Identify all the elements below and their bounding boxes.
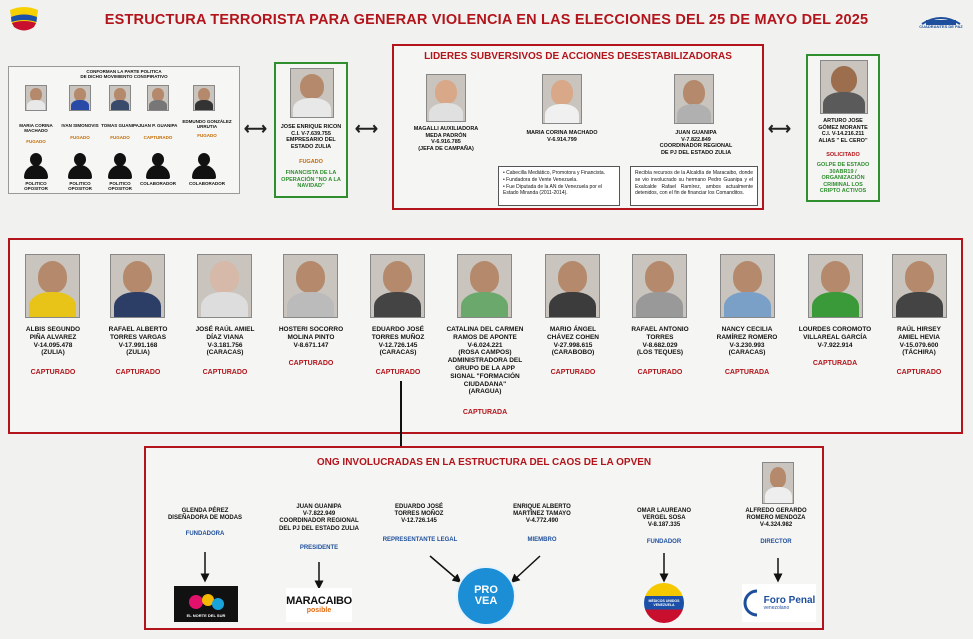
captured-name: ALBIS SEGUNDO PIÑA ALVAREZ V-14.095.478 (ZULIA) bbox=[25, 326, 81, 357]
captured-status: CAPTURADO bbox=[202, 369, 248, 376]
person-role: POLITICO OPOSITOR bbox=[68, 181, 92, 192]
captured-name: HOSTERI SOCORRO MOLINA PINTO V-8.671.147 bbox=[278, 326, 344, 349]
foro-penal-label: Foro Penal bbox=[763, 594, 816, 606]
ong-person-role: DIRECTOR bbox=[760, 539, 792, 545]
captured-status: CAPTURADO bbox=[550, 369, 596, 376]
financier-status: FUGADO bbox=[299, 159, 323, 165]
ong-person-role: FUNDADOR bbox=[646, 539, 682, 545]
leader-name: JUAN GUANIPA V-7.822.849 COORDINADOR REGIONAL DE PJ DEL ESTADO ZULIA bbox=[659, 130, 733, 156]
person-status: FUGADO bbox=[110, 135, 130, 140]
captured-status: CAPTURADO bbox=[637, 369, 683, 376]
medicos-unidos-logo bbox=[644, 583, 684, 623]
leader-name: MARIA CORINA MACHADO V-6.914.799 bbox=[526, 130, 598, 143]
captured-name: CATALINA DEL CARMEN RAMOS DE APONTE V-6.024.221 (ROSA CAMPOS) ADMINISTRADORA DEL GRUPO DE LA APP SIGNAL "FORMACIÓN CIUDADANA" (ARAGUA) bbox=[446, 326, 524, 396]
captured-status: CAPTURADO bbox=[30, 369, 76, 376]
captured-status: CAPTURADO bbox=[115, 369, 161, 376]
maracaibo-posible-logo bbox=[286, 588, 352, 622]
foro-penal-logo bbox=[742, 584, 816, 622]
ong-person-name: ALFREDO GERARDO ROMERO MENDOZA V-4.324.982 bbox=[745, 508, 807, 529]
person-status: FUGADO bbox=[197, 133, 217, 138]
captured-status: CAPTURADO bbox=[375, 369, 421, 376]
captured-status: CAPTURADA bbox=[462, 409, 508, 416]
captured-name: NANCY CECILIA RAMÍREZ ROMERO V-3.230.993 (CARACAS) bbox=[716, 326, 778, 357]
bullet-item: • Cabecilla Mediático, Promotora y Financista. bbox=[503, 170, 606, 176]
medicos-label: MÉDICOS UNIDOS VENEZUELA bbox=[648, 599, 680, 607]
captured-status: CAPTURADO bbox=[288, 360, 334, 367]
ong-person-name: JUAN GUANIPA V-7.822.949 COORDINADOR REGIONAL DEL PJ DEL ESTADO ZULIA bbox=[278, 504, 359, 532]
maracaibo-sub-label: posible bbox=[306, 607, 332, 614]
person-name: EDMUNDO GONZÁLEZ URRUTIA bbox=[182, 119, 232, 130]
provea-logo bbox=[456, 566, 516, 626]
ong-person-role: MIEMBRO bbox=[527, 537, 557, 543]
financier-role: FINANCISTA DE LA OPERACIÓN "NO A LA NAVIDAD" bbox=[281, 170, 341, 190]
ong-person-role: FUNDADORA bbox=[185, 531, 225, 537]
person-status: FUGADO bbox=[70, 135, 90, 140]
captured-name: JOSÉ RAÚL AMIEL DÍAZ VIANA V-3.181.756 (CARACAS) bbox=[195, 326, 255, 357]
captured-status: CAPTURADA bbox=[812, 360, 858, 367]
person-name: MARIA CORINA MACHADO bbox=[19, 123, 53, 134]
double-arrow-icon: ⟷ bbox=[355, 121, 378, 138]
double-arrow-icon: ⟷ bbox=[768, 121, 791, 138]
person-role: COLABORADOR bbox=[140, 181, 176, 186]
person-name: JUAN P. GUANIPA bbox=[138, 123, 178, 128]
person-name: IVAN SIMONOVIS bbox=[61, 123, 99, 128]
maracaibo-label: MARACAIBO bbox=[286, 595, 352, 607]
cuadrantes-label: CUADRANTES DE PAZ bbox=[919, 24, 963, 29]
captured-name: RAÚL HIRSEY AMIEL HEVIA V-15.079.600 (TÁCHIRA) bbox=[897, 326, 941, 357]
provea-label: PRO VEA bbox=[474, 584, 498, 607]
person-role: COLABORADOR bbox=[189, 181, 225, 186]
wanted-role: GOLPE DE ESTADO 30ABR19 / ORGANIZACIÓN CRIMINAL LOS CRIPTO ACTIVOS bbox=[816, 162, 870, 195]
ong-person-name: GLENDA PÉREZ DISEÑADORA DE MODAS bbox=[167, 508, 243, 522]
ong-person-name: EDUARDO JOSÉ TORRES MOÑOZ V-12.726.145 bbox=[394, 504, 444, 525]
ong-person-name: ENRIQUE ALBERTO MARTÍNEZ TAMAYO V-4.772.490 bbox=[513, 504, 571, 525]
captured-status: CAPTURADO bbox=[896, 369, 942, 376]
leader-name: MAGALLI AUXILIADORA MEDA PADRÓN V-6.916.785 (JEFA DE CAMPAÑA) bbox=[413, 126, 479, 152]
el-norte-del-sur-label: EL NORTE DEL SUR bbox=[186, 612, 226, 618]
captured-name: RAFAEL ALBERTO TORRES VARGAS V-17.991.168 (ZULIA) bbox=[108, 326, 168, 357]
person-role: POLITICO OPOSITOR bbox=[108, 181, 132, 192]
el-norte-del-sur-logo bbox=[174, 586, 238, 622]
leaders-heading: LIDERES SUBVERSIVOS DE ACCIONES DESESTABILIZADORAS bbox=[424, 51, 732, 62]
ong-person-role: REPRESENTANTE LEGAL bbox=[382, 537, 458, 543]
financier-name: JOSE ENRIQUE RICON C.I. V-7.639.755 EMPRESARIO DEL ESTADO ZULIA bbox=[280, 124, 342, 150]
political-part-heading: CONFORMAN LA PARTE POLITICA DE DICHO MOVIMIENTO CONSPIRATIVO bbox=[80, 69, 168, 80]
person-name: TOMAS GUANIPA bbox=[101, 123, 139, 128]
captured-name: RAFAEL ANTONIO TORRES V-8.682.029 (LOS TEQUES) bbox=[631, 326, 689, 357]
foro-penal-sub-label: venezolano bbox=[763, 604, 790, 611]
captured-status: CAPTURADA bbox=[724, 369, 770, 376]
captured-name: LOURDES COROMOTO VILLAREAL GARCÍA V-7.922.914 bbox=[798, 326, 872, 349]
captured-name: EDUARDO JOSÉ TORRES MUÑOZ V-12.726.145 (CARACAS) bbox=[371, 326, 425, 357]
ong-heading: ONG INVOLUCRADAS EN LA ESTRUCTURA DEL CAOS DE LA OPVEN bbox=[316, 457, 652, 468]
page-title: ESTRUCTURA TERRORISTA PARA GENERAR VIOLENCIA EN LAS ELECCIONES DEL 25 DE MAYO DEL 2025 bbox=[104, 12, 869, 28]
person-status: FUGADO bbox=[26, 139, 46, 144]
ong-person-name: OMAR LAUREANO VERGEL SOSA V-8.187.335 bbox=[637, 508, 691, 529]
person-role: POLITICO OPOSITOR bbox=[24, 181, 48, 192]
leader-note: Recibía recursos de la Alcaldía de Maracaibo, donde se vio involucrado su hermano Pedro Guanipa y el Exalcalde Rafael Ramírez, ambos actualmente detenidos, con el fin de financiar los Comanditos. bbox=[635, 170, 753, 197]
captured-name: MARIO ÁNGEL CHÁVEZ COHEN V-27.998.615 (CARABOBO) bbox=[546, 326, 599, 357]
ong-person-role: PRESIDENTE bbox=[299, 545, 339, 551]
person-status: CAPTURADO bbox=[143, 135, 173, 140]
bullet-item: • Fundadora de Vente Venezuela. bbox=[503, 176, 578, 183]
wanted-name: ARTURO JOSE GÓMEZ MORANTE C.I. V-14.216.211 ALIAS " EL CERO" bbox=[818, 118, 868, 144]
double-arrow-icon: ⟷ bbox=[244, 121, 267, 138]
bullet-item: • Fue Diputada de la AN de Venezuela por el Estado Miranda (2011-2014). bbox=[503, 183, 603, 197]
wanted-status: SOLICITADO bbox=[826, 152, 860, 158]
